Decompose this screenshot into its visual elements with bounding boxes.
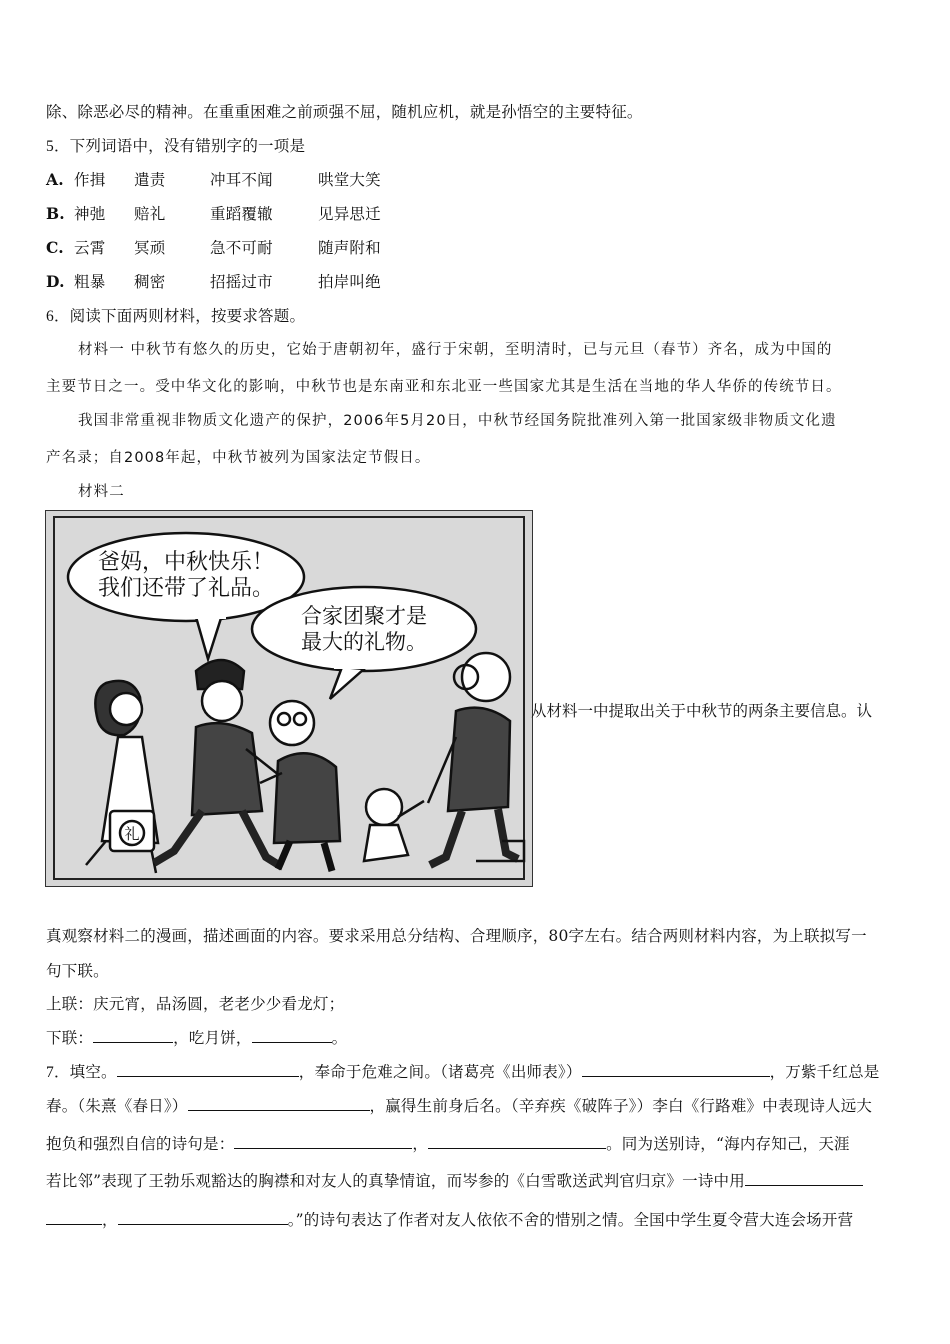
q7-text: ， bbox=[102, 1211, 118, 1229]
material1-line4: 产名录；自2008年起，中秋节被列为国家法定节假日。 bbox=[46, 450, 431, 466]
material1-line3: 我国非常重视非物质文化遗产的保护，2006年5月20日，中秋节经国务院批准列入第一批国家级非物质文化遗 bbox=[78, 413, 837, 429]
option-word: 神弛 bbox=[74, 205, 106, 223]
answer-blank[interactable] bbox=[428, 1134, 606, 1149]
couplet-lower-mid: ，吃月饼， bbox=[173, 1029, 252, 1047]
option-word: 急不可耐 bbox=[210, 239, 273, 257]
q7-text: 。同为送别诗，“海内存知己，天涯 bbox=[606, 1135, 850, 1153]
q5-option-c bbox=[46, 238, 908, 258]
q5-option-d bbox=[46, 272, 908, 292]
q7-line5 bbox=[46, 1210, 908, 1230]
q6-stem-line bbox=[46, 306, 908, 327]
answer-blank[interactable] bbox=[118, 1210, 288, 1225]
answer-blank[interactable] bbox=[234, 1134, 412, 1149]
option-word: 稠密 bbox=[134, 273, 166, 291]
q6-task-part2: 真观察材料二的漫画，描述画面的内容。要求采用总分结构、合理顺序，80字左右。结合两则材料内容，为上联拟写一 bbox=[46, 927, 867, 945]
q7-text: 。”的诗句表达了作者对友人依依不舍的惜别之情。全国中学生夏令营大连会场开营 bbox=[287, 1211, 854, 1229]
answer-blank[interactable] bbox=[252, 1028, 332, 1043]
q5-number: 5． bbox=[46, 138, 70, 155]
option-letter: C. bbox=[46, 238, 64, 257]
bubble1-line1: 爸妈，中秋快乐！ bbox=[97, 550, 275, 575]
bubble1-line2: 我们还带了礼品。 bbox=[97, 576, 275, 601]
intro-line: 除、除恶必尽的精神。在重重困难之前顽强不屈，随机应机，就是孙悟空的主要特征。 bbox=[46, 103, 643, 121]
answer-blank[interactable] bbox=[745, 1171, 863, 1186]
material1-line2: 主要节日之一。受中华文化的影响，中秋节也是东南亚和东北亚一些国家尤其是生活在当地的华人华侨的传统节日。 bbox=[46, 379, 842, 395]
q6-stem: 阅读下面两则材料，按要求答题。 bbox=[69, 307, 306, 325]
option-word: 冥顽 bbox=[134, 239, 166, 257]
q5-option-a bbox=[46, 170, 908, 190]
answer-blank[interactable] bbox=[46, 1210, 102, 1225]
option-word: 招摇过市 bbox=[210, 273, 273, 291]
option-word: 赔礼 bbox=[134, 205, 166, 223]
option-word: 遣责 bbox=[134, 171, 166, 189]
material1-line1: 材料一 中秋节有悠久的历史，它始于唐朝初年，盛行于宋朝，至明清时，已与元旦（春节）齐名，成为中国的 bbox=[78, 342, 833, 358]
q7-stem: 填空。 bbox=[69, 1063, 117, 1081]
q7-text: 抱负和强烈自信的诗句是： bbox=[46, 1135, 235, 1153]
q6-task-part3: 句下联。 bbox=[46, 962, 109, 980]
option-word: 粗暴 bbox=[74, 273, 106, 291]
q7-number: 7． bbox=[46, 1064, 70, 1081]
answer-blank[interactable] bbox=[188, 1096, 370, 1111]
q7-text: ，奉命于危难之间。（诸葛亮《出师表》） bbox=[298, 1063, 582, 1081]
couplet-lower-end: 。 bbox=[331, 1029, 348, 1047]
q7-line3 bbox=[46, 1134, 908, 1154]
q7-text: ，万紫千红总是 bbox=[769, 1063, 880, 1081]
answer-blank[interactable] bbox=[582, 1062, 770, 1077]
q7-text: ，赢得生前身后名。（辛弃疾《破阵子》）李白《行路难》中表现诗人远大 bbox=[369, 1097, 873, 1115]
option-word: 冲耳不闻 bbox=[210, 171, 273, 189]
option-word: 重蹈覆辙 bbox=[210, 205, 273, 223]
option-word: 作揖 bbox=[74, 171, 106, 189]
mid-autumn-comic bbox=[45, 510, 533, 887]
q6-task-part1: 从材料一中提取出关于中秋节的两条主要信息。认 bbox=[531, 702, 873, 720]
couplet-upper: 上联：庆元宵，品汤圆，老老少少看龙灯； bbox=[46, 995, 345, 1013]
option-letter: A. bbox=[46, 170, 64, 189]
bubble2-line2: 最大的礼物。 bbox=[301, 630, 427, 654]
option-word: 拍岸叫绝 bbox=[318, 273, 381, 291]
material2-label: 材料二 bbox=[78, 484, 125, 500]
option-letter: D. bbox=[46, 272, 65, 291]
option-word: 见异思迁 bbox=[318, 205, 381, 223]
q7-text: ， bbox=[412, 1135, 429, 1153]
couplet-lower-line bbox=[46, 1028, 908, 1048]
gift-label: 礼 bbox=[124, 825, 140, 843]
option-letter: B. bbox=[46, 204, 65, 223]
option-word: 云霄 bbox=[74, 239, 106, 257]
q5-option-b bbox=[46, 204, 908, 224]
q7-text: 若比邻”表现了王勃乐观豁达的胸襟和对友人的真挚情谊，而岑参的《白雪歌送武判官归京》一诗中用 bbox=[46, 1172, 745, 1190]
q7-line2 bbox=[46, 1096, 908, 1116]
q5-stem: 下列词语中，没有错别字的一项是 bbox=[69, 137, 306, 155]
q7-line1 bbox=[46, 1062, 908, 1083]
option-word: 随声附和 bbox=[318, 239, 381, 257]
q5-stem-line bbox=[46, 136, 908, 157]
q7-text: 春。（朱熹《春日》） bbox=[46, 1097, 188, 1115]
answer-blank[interactable] bbox=[93, 1028, 173, 1043]
option-word: 哄堂大笑 bbox=[318, 171, 381, 189]
q6-number: 6． bbox=[46, 308, 70, 325]
couplet-lower-label: 下联： bbox=[46, 1029, 94, 1047]
bubble2-line1: 合家团聚才是 bbox=[301, 604, 427, 628]
q7-line4 bbox=[46, 1171, 908, 1191]
answer-blank[interactable] bbox=[117, 1062, 299, 1077]
